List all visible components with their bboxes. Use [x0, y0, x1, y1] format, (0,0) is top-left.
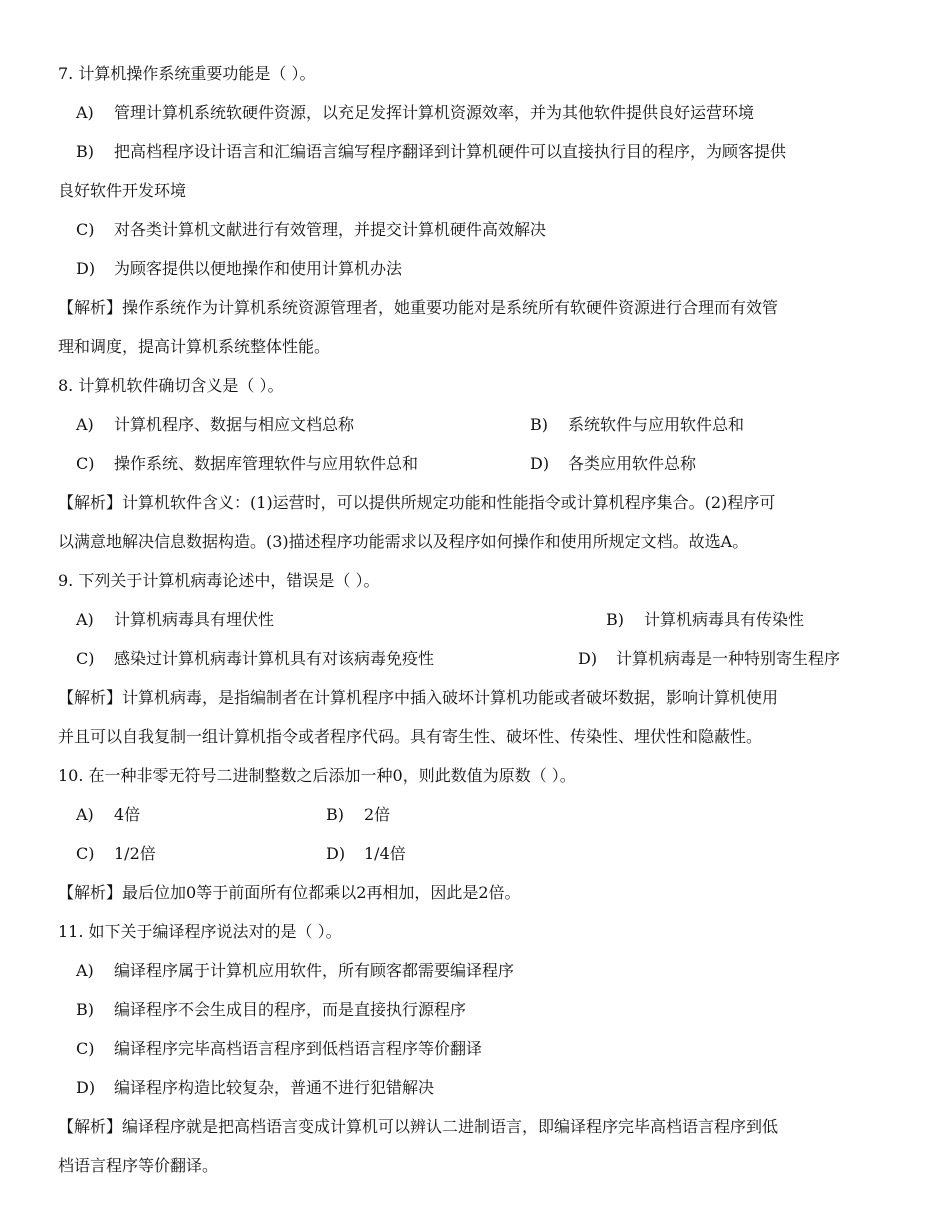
- option-text: 良好软件开发环境: [58, 181, 187, 200]
- question-7-analysis-continued: [58, 327, 898, 366]
- option-letter: C): [76, 220, 95, 239]
- question-8-option-c: [76, 444, 418, 483]
- option-letter: D): [76, 259, 96, 278]
- question-8-options-row-2: [58, 444, 898, 483]
- option-letter: B): [76, 142, 94, 161]
- option-text: 2倍: [364, 805, 391, 824]
- option-text: 1/2倍: [114, 844, 156, 863]
- option-text: 编译程序完毕高档语言程序到低档语言程序等价翻译: [114, 1039, 483, 1058]
- option-letter: D): [326, 844, 346, 863]
- question-8-option-a: [76, 405, 354, 444]
- question-7-analysis: [58, 288, 898, 327]
- analysis-label: 【解析】: [58, 688, 123, 707]
- option-text: 编译程序构造比较复杂，普通不进行犯错解决: [114, 1078, 435, 1097]
- question-11-analysis-continued: [58, 1146, 898, 1185]
- option-text: 为顾客提供以便地操作和使用计算机办法: [114, 259, 403, 278]
- option-letter: C): [76, 1039, 95, 1058]
- analysis-label: 【解析】: [58, 1117, 123, 1136]
- question-9-option-b: [606, 600, 804, 639]
- option-text: 系统软件与应用软件总和: [568, 415, 745, 434]
- question-10-option-d: [326, 834, 406, 873]
- option-letter: A): [76, 610, 94, 629]
- question-7-option-d: [58, 249, 898, 288]
- option-text: 计算机病毒具有埋伏性: [114, 610, 275, 629]
- question-11-option-b: [58, 990, 898, 1029]
- question-9-title: 9. 下列关于计算机病毒论述中，错误是（ ）。: [58, 571, 380, 590]
- analysis-text: 并且可以自我复制一组计算机指令或者程序代码。具有寄生性、破坏性、传染性、埋伏性和隐蔽性。: [58, 727, 763, 746]
- question-8-option-d: [530, 444, 696, 483]
- analysis-text: 编译程序就是把高档语言变成计算机可以辨认二进制语言，即编译程序完毕高档语言程序到低: [122, 1117, 779, 1136]
- question-8-option-b: [530, 405, 744, 444]
- option-letter: B): [76, 1000, 94, 1019]
- analysis-text: 理和调度，提高计算机系统整体性能。: [58, 337, 331, 356]
- option-letter: C): [76, 649, 95, 668]
- question-7-title: 7. 计算机操作系统重要功能是（ ）。: [58, 64, 316, 83]
- question-10-title: 10. 在一种非零无符号二进制整数之后添加一种0，则此数值为原数（ ）。: [58, 766, 576, 785]
- question-8-title: 8. 计算机软件确切含义是（ ）。: [58, 376, 284, 395]
- analysis-label: 【解析】: [58, 883, 123, 902]
- question-7-option-b-continued: [58, 171, 898, 210]
- analysis-text: 以满意地解决信息数据构造。(3)描述程序功能需求以及程序如何操作和使用所规定文档。故选A。: [58, 532, 749, 551]
- question-10-options-row-2: [58, 834, 898, 873]
- option-letter: A): [76, 415, 94, 434]
- question-10-options-row-1: [58, 795, 898, 834]
- question-10-analysis: [58, 873, 898, 912]
- option-text: 计算机病毒是一种特别寄生程序: [616, 649, 841, 668]
- option-letter: B): [530, 415, 548, 434]
- option-letter: D): [76, 1078, 96, 1097]
- option-letter: D): [578, 649, 598, 668]
- analysis-text: 档语言程序等价翻译。: [58, 1156, 219, 1175]
- option-letter: B): [606, 610, 624, 629]
- question-9-analysis-continued: [58, 717, 898, 756]
- option-letter: C): [76, 454, 95, 473]
- option-letter: D): [530, 454, 550, 473]
- option-text: 管理计算机系统软硬件资源，以充足发挥计算机资源效率，并为其他软件提供良好运营环境: [114, 103, 755, 122]
- question-9-options-row-2: [58, 639, 898, 678]
- option-letter: B): [326, 805, 344, 824]
- question-11-option-c: [58, 1029, 898, 1068]
- question-7-option-c: [58, 210, 898, 249]
- analysis-label: 【解析】: [58, 298, 123, 317]
- question-11-option-a: [58, 951, 898, 990]
- question-11-analysis: [58, 1107, 898, 1146]
- analysis-text: 操作系统作为计算机系统资源管理者，她重要功能对是系统所有软硬件资源进行合理而有效管: [122, 298, 779, 317]
- question-10-option-c: [76, 834, 156, 873]
- question-9-option-a: [76, 600, 274, 639]
- option-text: 把高档程序设计语言和汇编语言编写程序翻译到计算机硬件可以直接执行目的程序，为顾客提供: [114, 142, 787, 161]
- analysis-text: 计算机病毒，是指编制者在计算机程序中插入破坏计算机功能或者破坏数据，影响计算机使用: [122, 688, 779, 707]
- document-page: [58, 54, 898, 1185]
- question-10-option-a: [76, 795, 140, 834]
- question-8-analysis: [58, 483, 898, 522]
- option-text: 编译程序属于计算机应用软件，所有顾客都需要编译程序: [114, 961, 515, 980]
- option-text: 对各类计算机文献进行有效管理，并提交计算机硬件高效解决: [114, 220, 547, 239]
- question-9-option-c: [76, 639, 434, 678]
- question-7-option-b: [58, 132, 898, 171]
- option-text: 编译程序不会生成目的程序，而是直接执行源程序: [114, 1000, 467, 1019]
- question-11-title: 11. 如下关于编译程序说法对的是（ ）。: [58, 922, 342, 941]
- option-letter: A): [76, 103, 94, 122]
- option-text: 计算机程序、数据与相应文档总称: [114, 415, 355, 434]
- analysis-text: 最后位加0等于前面所有位都乘以2再相加，因此是2倍。: [122, 883, 521, 902]
- question-9-option-d: [578, 639, 840, 678]
- question-9-analysis: [58, 678, 898, 717]
- analysis-label: 【解析】: [58, 493, 123, 512]
- question-7-option-a: [58, 93, 898, 132]
- question-11-option-d: [58, 1068, 898, 1107]
- option-text: 操作系统、数据库管理软件与应用软件总和: [114, 454, 419, 473]
- option-text: 感染过计算机病毒计算机具有对该病毒免疫性: [114, 649, 435, 668]
- option-text: 计算机病毒具有传染性: [644, 610, 805, 629]
- option-text: 各类应用软件总称: [568, 454, 697, 473]
- question-9-options-row-1: [58, 600, 898, 639]
- option-text: 4倍: [114, 805, 141, 824]
- option-letter: C): [76, 844, 95, 863]
- option-letter: A): [76, 961, 94, 980]
- question-8-options-row-1: [58, 405, 898, 444]
- analysis-text: 计算机软件含义：(1)运营时，可以提供所规定功能和性能指令或计算机程序集合。(2)程序可: [122, 493, 776, 512]
- question-8-analysis-continued: [58, 522, 898, 561]
- option-letter: A): [76, 805, 94, 824]
- option-text: 1/4倍: [364, 844, 406, 863]
- question-10-option-b: [326, 795, 390, 834]
